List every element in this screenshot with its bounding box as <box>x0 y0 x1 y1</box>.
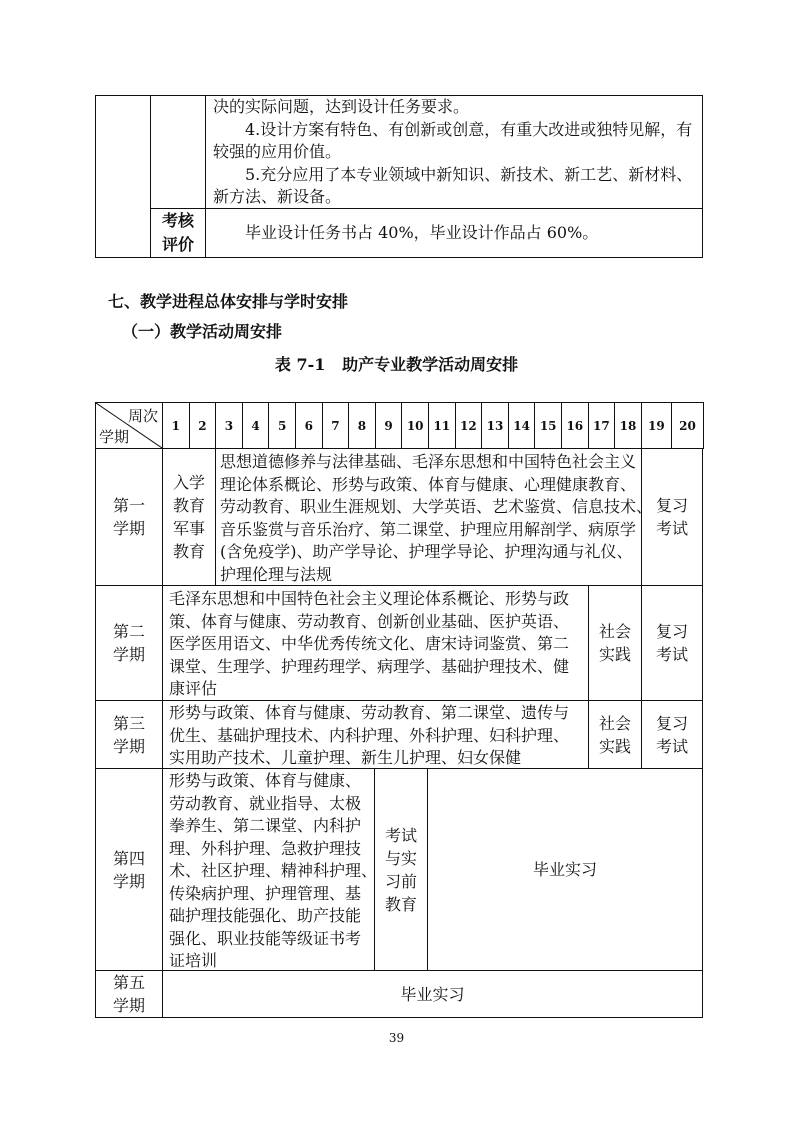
course-line: 课堂、生理学、护理药理学、病理学、基础护理技术、健 <box>169 656 570 676</box>
term-label: 第四 <box>112 848 145 868</box>
term-label: 学期 <box>112 519 145 538</box>
week-number-cell: 16 <box>561 402 589 449</box>
term-label: 学期 <box>112 645 145 664</box>
term-label: 第二 <box>112 622 145 641</box>
review-exam-cell <box>641 448 703 586</box>
week-number-cell: 6 <box>295 402 323 449</box>
week-number-cell: 12 <box>455 402 483 449</box>
term-cell <box>95 700 163 769</box>
course-line: 础护理技能强化、助产技能 <box>169 906 362 925</box>
term-label: 学期 <box>112 871 145 891</box>
internship-text: 毕业实习 <box>532 860 597 879</box>
social-practice-cell <box>588 700 642 769</box>
course-line: 音乐鉴赏与音乐治疗、第二课堂、护理应用解剖学、病原学 <box>220 519 637 539</box>
course-line: 术、社区护理、精神科护理、 <box>169 861 378 880</box>
exam-prep-text: 习前 <box>384 871 417 891</box>
assess-text: 毕业设计任务书占 40%，毕业设计作品占 60%。 <box>245 223 599 242</box>
section-title: 七、教学进程总体安排与学时安排 <box>108 292 349 311</box>
course-line: (含免疫学)、助产学导论、护理学导论、护理沟通与礼仪、 <box>220 542 633 561</box>
week-number-cell: 18 <box>614 402 642 449</box>
course-line: 形势与政策、体育与健康、 <box>169 771 362 790</box>
table-title: 表 7-1 助产专业教学活动周安排 <box>274 355 519 374</box>
course-line: 护理伦理与法规 <box>220 564 333 584</box>
assess-label-cell <box>150 208 206 258</box>
course-line: 优生、基础护理技术、内科护理、外科护理、妇科护理、 <box>169 725 570 745</box>
term-label: 第一 <box>112 496 145 515</box>
term-label: 学期 <box>112 996 145 1015</box>
course-line: 康评估 <box>169 679 218 698</box>
week-number-cell: 9 <box>375 402 403 449</box>
top-table-col2-upper <box>150 95 206 209</box>
course-line: 传染病护理、护理管理、基 <box>169 883 362 903</box>
exam-prep-text: 考试 <box>384 825 417 845</box>
course-line: 理、外科护理、急救护理技 <box>169 838 362 858</box>
courses-cell <box>162 700 589 769</box>
header-corner-cell <box>95 402 163 449</box>
entry-text: 军事 <box>172 519 205 538</box>
social-practice-cell <box>588 585 642 701</box>
top-table-col1 <box>95 95 151 258</box>
practice-text: 实践 <box>598 736 631 756</box>
requirement-line: 较强的应用价值。 <box>213 142 342 161</box>
course-line: 理论体系概论、形势与政策、体育与健康、心理健康教育、 <box>220 474 637 494</box>
entry-text: 教育 <box>172 542 205 561</box>
exam-prep-cell <box>374 768 428 971</box>
term-cell <box>95 970 163 1018</box>
requirement-line: 决的实际问题，达到设计任务要求。 <box>213 97 470 116</box>
requirement-line: 新方法、新设备。 <box>213 187 342 206</box>
header-week-label: 周次 <box>127 407 158 425</box>
internship-cell <box>427 768 703 971</box>
term-label: 第五 <box>112 973 145 992</box>
week-number-cell: 10 <box>401 402 429 449</box>
course-line: 劳动教育、就业指导、太极 <box>169 793 362 813</box>
assess-label-line: 考核 <box>161 211 194 230</box>
term-cell <box>95 768 163 971</box>
course-line: 毛泽东思想和中国特色社会主义理论体系概论、形势与政 <box>169 589 570 608</box>
term-cell <box>95 585 163 701</box>
week-number-cell: 13 <box>481 402 509 449</box>
week-number-cell: 15 <box>534 402 562 449</box>
practice-text: 实践 <box>598 645 631 664</box>
internship-text: 毕业实习 <box>400 984 465 1004</box>
course-line: 劳动教育、职业生涯规划、大学英语、艺术鉴赏、信息技术、 <box>220 497 653 516</box>
exam-prep-text: 与实 <box>384 848 417 868</box>
requirement-line: 5.充分应用了本专业领域中新知识、新技术、新工艺、新材料、 <box>245 165 693 184</box>
course-line: 策、体育与健康、劳动教育、创新创业基础、医护英语、 <box>169 611 570 631</box>
requirement-line: 4.设计方案有特色、有创新或创意，有重大改进或独特见解，有 <box>245 120 693 139</box>
course-line: 证培训 <box>169 951 218 970</box>
term-label: 学期 <box>112 736 145 756</box>
practice-text: 社会 <box>598 622 631 641</box>
course-line: 实用助产技术、儿童护理、新生儿护理、妇女保健 <box>169 748 522 767</box>
week-number-cell: 7 <box>322 402 350 449</box>
week-number-cell: 14 <box>508 402 536 449</box>
entry-education-cell <box>162 448 216 586</box>
review-exam-cell <box>641 700 703 769</box>
courses-cell <box>162 768 378 971</box>
subsection-title: （一）教学活动周安排 <box>122 322 283 341</box>
courses-cell <box>215 448 653 586</box>
assess-label-line: 评价 <box>161 235 194 254</box>
week-number-cell: 4 <box>242 402 270 449</box>
entry-text: 入学 <box>172 473 205 492</box>
review-text: 考试 <box>655 645 688 664</box>
review-text: 复习 <box>655 713 688 733</box>
review-exam-cell <box>641 585 703 701</box>
entry-text: 教育 <box>172 496 205 515</box>
week-number-cell: 5 <box>268 402 296 449</box>
week-number-cell: 11 <box>428 402 456 449</box>
review-text: 考试 <box>655 519 688 538</box>
term-cell <box>95 448 163 586</box>
review-text: 复习 <box>655 496 688 515</box>
course-line: 强化、职业技能等级证书考 <box>169 928 362 948</box>
week-number-cell: 1 <box>162 402 190 449</box>
course-line: 医学医用语文、中华优秀传统文化、唐宋诗词鉴赏、第二 <box>169 634 570 653</box>
exam-prep-text: 教育 <box>384 894 417 914</box>
courses-cell <box>162 585 589 701</box>
internship-cell <box>162 970 703 1018</box>
practice-text: 社会 <box>598 713 631 733</box>
course-line: 形势与政策、体育与健康、劳动教育、第二课堂、遗传与 <box>169 703 570 722</box>
week-number-cell: 8 <box>348 402 376 449</box>
page-number: 39 <box>388 1031 405 1045</box>
week-number-cell: 19 <box>641 402 672 449</box>
course-line: 拳养生、第二课堂、内科护 <box>169 816 362 835</box>
course-line: 思想道德修养与法律基础、毛泽东思想和中国特色社会主义 <box>220 452 637 471</box>
header-term-label: 学期 <box>99 428 130 446</box>
review-text: 考试 <box>655 736 688 756</box>
week-number-cell: 20 <box>671 402 704 449</box>
week-number-cell: 17 <box>588 402 616 449</box>
review-text: 复习 <box>655 622 688 641</box>
term-label: 第三 <box>112 713 145 733</box>
week-number-cell: 2 <box>189 402 217 449</box>
week-number-cell: 3 <box>215 402 243 449</box>
